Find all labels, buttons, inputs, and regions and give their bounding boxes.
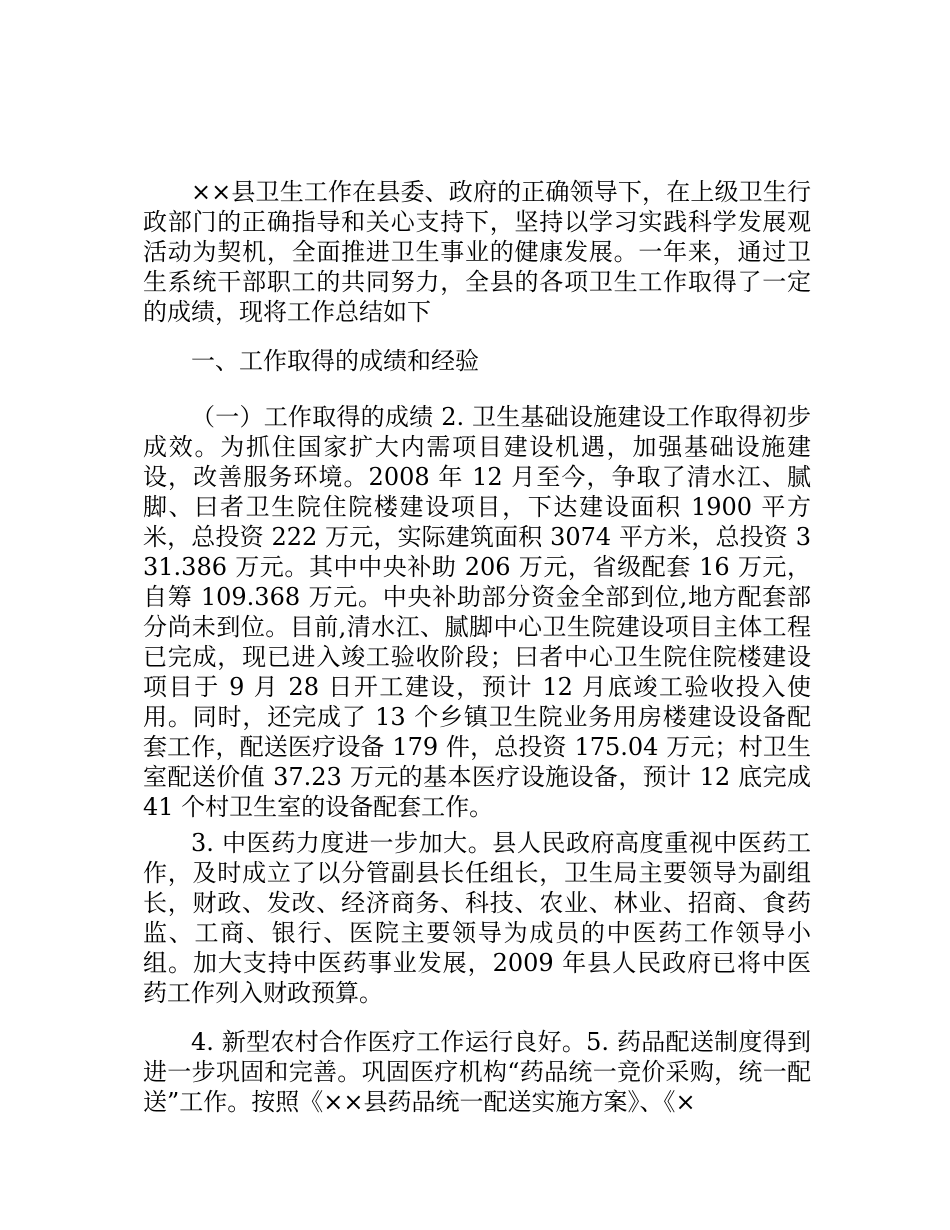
intro-paragraph: ××县卫生工作在县委、政府的正确领导下，在上级卫生行政部门的正确指导和关心支持下，坚持以学习实践科学发展观活动为契机，全面推进卫生事业的健康发展。一年来，通过卫生系统干部职工的共同努力，全县的各项卫生工作取得了一定的成绩，现将工作总结如下 (143, 178, 811, 326)
achievement-paragraph: （一）工作取得的成绩 2. 卫生基础设施建设工作取得初步成效。为抓住国家扩大内需项目建设机遇，加强基础设施建设，改善服务环境。2008 年 12 月至今，争取了清水江、腻脚、曰者卫生院住院楼建设项目，下达建设面积 1900 平方米，总投资 222 万元，实际建筑面积 3074 平方米，总投资 331.386 万元。其中中央补助 206 万元，省级配套 16 万元，自筹 109.368 万元。中央补助部分资金全部到位,地方配套部分尚未到位。目前,清水江、腻脚中心卫生院建设项目主体工程已完成，现已进入竣工验收阶段；曰者中心卫生院住院楼建设项目于 9 月 28 日开工建设，预计 12 月底竣工验收投入使用。同时，还完成了 13 个乡镇卫生院业务用房楼建设设备配套工作，配送医疗设备 179 件，总投资 175.04 万元；村卫生室配送价值 37.23 万元的基本医疗设施设备，预计 12 底完成 41 个村卫生室的设备配套工作。 (143, 403, 811, 821)
section-heading: 一、工作取得的成绩和经验 (191, 347, 479, 375)
medical-cooperation-paragraph: 4. 新型农村合作医疗工作运行良好。5. 药品配送制度得到进一步巩固和完善。巩固医疗机构“药品统一竞价采购，统一配送”工作。按照《××县药品统一配送实施方案》、《× (143, 1028, 811, 1116)
tcm-paragraph: 3. 中医药力度进一步加大。县人民政府高度重视中医药工作，及时成立了以分管副县长任组长，卫生局主要领导为副组长，财政、发改、经济商务、科技、农业、林业、招商、食药监、工商、银行、医院主要领导为成员的中医药工作领导小组。加大支持中医药事业发展，2009 年县人民政府已将中医药工作列入财政预算。 (143, 829, 811, 1007)
